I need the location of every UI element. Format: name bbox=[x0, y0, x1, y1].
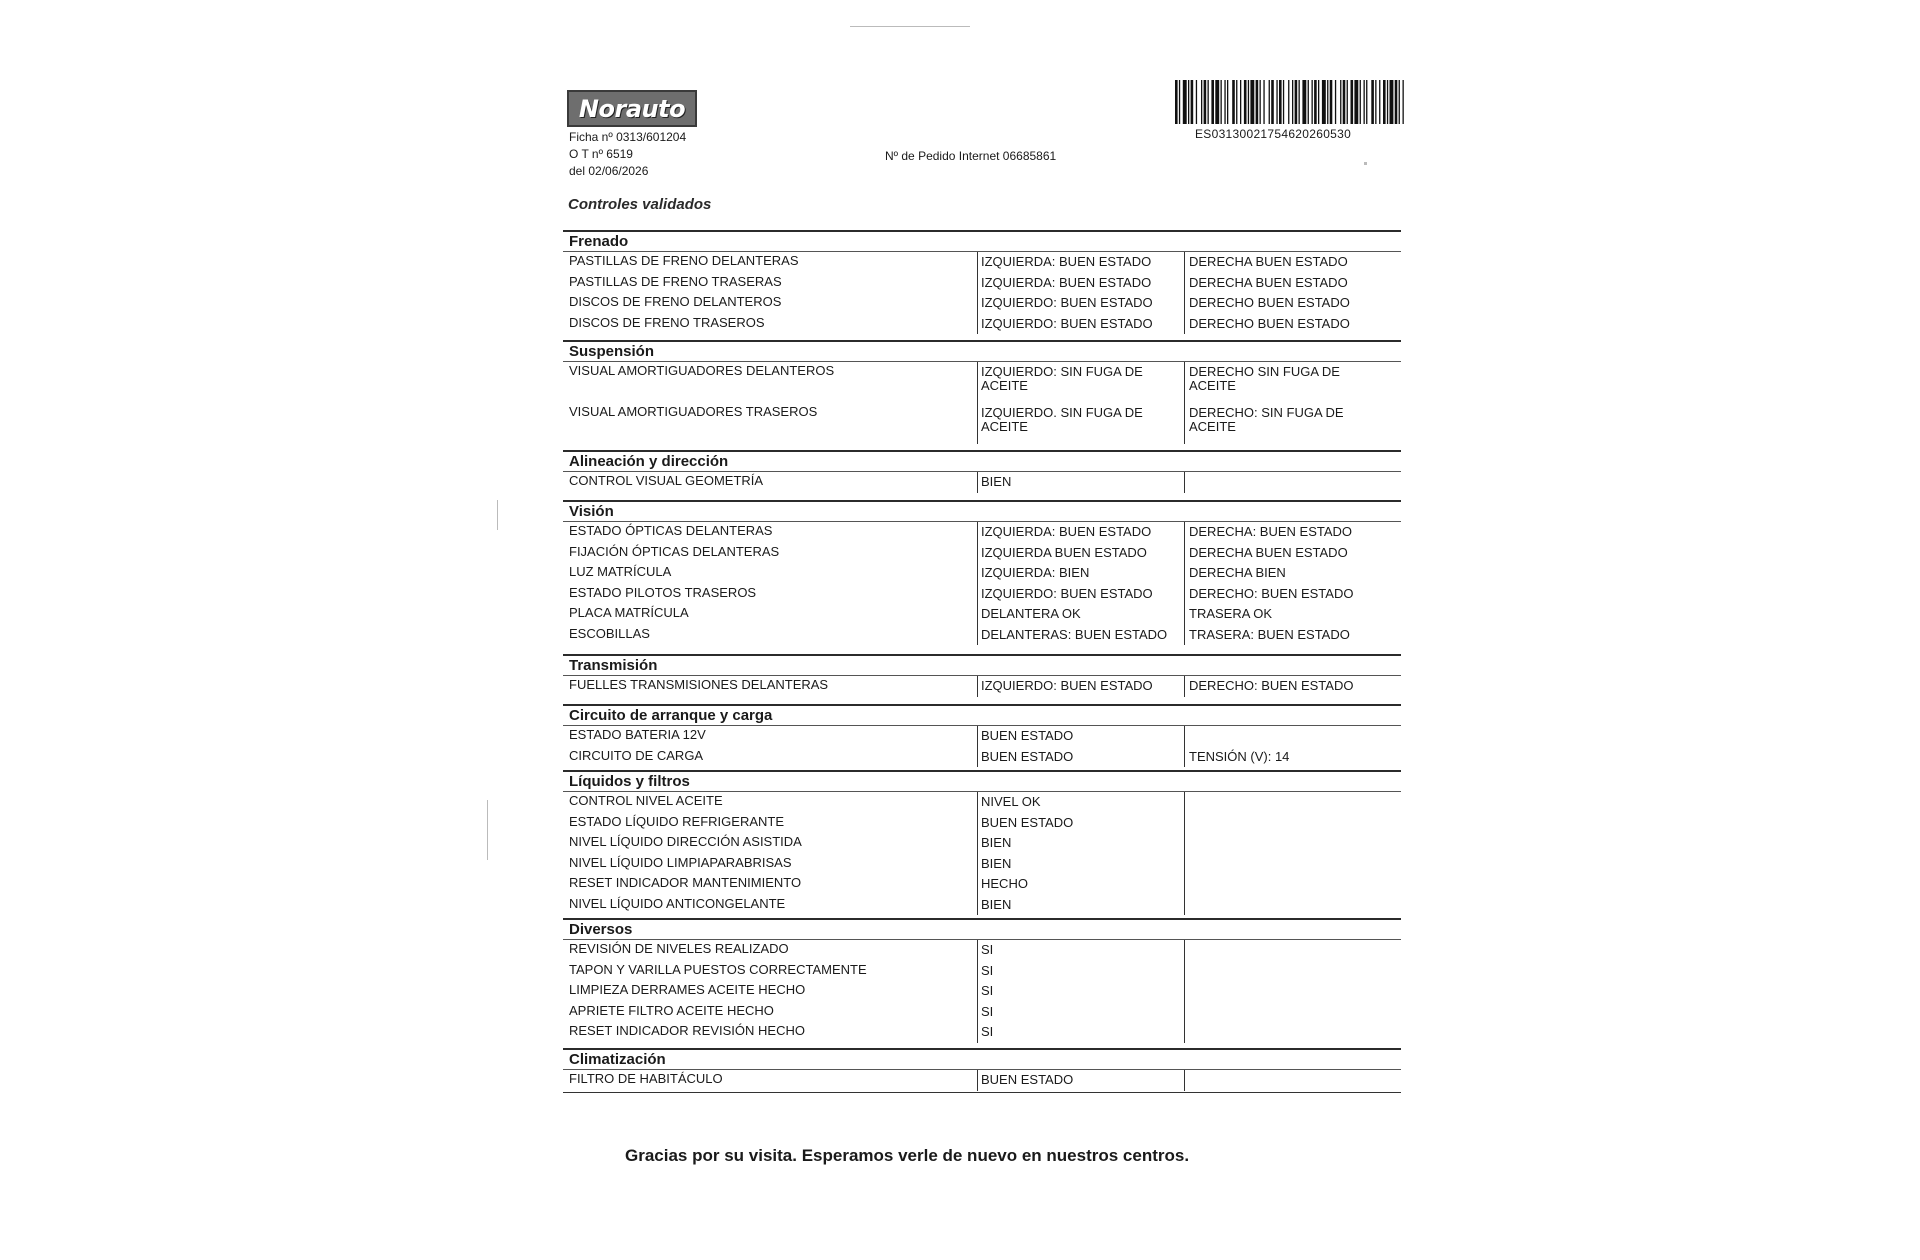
section-0 bbox=[563, 230, 1401, 334]
control-item: LUZ MATRÍCULA bbox=[569, 564, 672, 579]
result-left: IZQUIERDA BUEN ESTADO bbox=[981, 544, 1147, 560]
control-item: LIMPIEZA DERRAMES ACEITE HECHO bbox=[569, 982, 806, 997]
barcode-bar bbox=[1269, 80, 1270, 124]
table-row bbox=[563, 584, 1401, 605]
section-title: Climatización bbox=[563, 1048, 1401, 1069]
result-right: DERECHO: SIN FUGA DE ACEITE bbox=[1189, 405, 1344, 434]
section-title: Circuito de arranque y carga bbox=[563, 704, 1401, 725]
table-row bbox=[563, 981, 1401, 1002]
result-right: DERECHA BUEN ESTADO bbox=[1189, 254, 1348, 269]
barcode-bar bbox=[1395, 80, 1398, 124]
column-divider bbox=[977, 252, 978, 334]
barcode-bar bbox=[1327, 80, 1328, 124]
table-row bbox=[563, 604, 1401, 625]
barcode-bar bbox=[1236, 80, 1237, 124]
section-rows bbox=[563, 675, 1401, 697]
control-item: VISUAL AMORTIGUADORES TRASEROS bbox=[569, 404, 818, 419]
section-title: Visión bbox=[563, 500, 1401, 521]
barcode-bar bbox=[1299, 80, 1300, 124]
result-right: DERECHA BUEN ESTADO bbox=[1189, 544, 1348, 560]
barcode-bar bbox=[1224, 80, 1225, 124]
barcode-bar bbox=[1308, 80, 1309, 124]
barcode-bar bbox=[1175, 80, 1178, 124]
control-item: NIVEL LÍQUIDO LIMPIAPARABRISAS bbox=[569, 854, 792, 870]
result-left: IZQUIERDA: BUEN ESTADO bbox=[981, 274, 1152, 290]
control-item: PASTILLAS DE FRENO TRASERAS bbox=[569, 273, 782, 289]
control-item: PLACA MATRÍCULA bbox=[569, 605, 689, 620]
control-item: RESET INDICADOR REVISIÓN HECHO bbox=[569, 1023, 805, 1038]
barcode-bar bbox=[1383, 80, 1386, 124]
control-item: CONTROL VISUAL GEOMETRÍA bbox=[569, 473, 764, 488]
column-divider bbox=[1184, 940, 1185, 1043]
column-divider bbox=[977, 940, 978, 1043]
section-1 bbox=[563, 340, 1401, 444]
ficha-number: Ficha nº 0313/601204 bbox=[569, 130, 687, 144]
control-item: ESTADO LÍQUIDO REFRIGERANTE bbox=[569, 813, 785, 829]
table-row bbox=[563, 676, 1401, 697]
barcode-bar bbox=[1371, 80, 1374, 124]
control-item: NIVEL LÍQUIDO ANTICONGELANTE bbox=[569, 895, 786, 911]
scan-artifact bbox=[1364, 162, 1367, 165]
table-row bbox=[563, 252, 1401, 273]
column-divider bbox=[1184, 472, 1185, 493]
barcode-bar bbox=[1318, 80, 1319, 124]
control-item: ESTADO PILOTOS TRASEROS bbox=[569, 584, 757, 600]
result-left: SI bbox=[981, 962, 994, 978]
result-left: BIEN bbox=[981, 855, 1012, 871]
result-right: DERECHA BUEN ESTADO bbox=[1189, 274, 1348, 290]
control-item: FUELLES TRANSMISIONES DELANTERAS bbox=[569, 677, 829, 692]
table-row bbox=[563, 472, 1401, 493]
section-title: Transmisión bbox=[563, 654, 1401, 675]
scan-artifact bbox=[497, 500, 498, 530]
section-6 bbox=[563, 770, 1401, 915]
column-divider bbox=[977, 522, 978, 645]
column-divider bbox=[977, 1070, 978, 1091]
barcode-bar bbox=[1387, 80, 1388, 124]
result-right: TENSIÓN (V): 14 bbox=[1189, 748, 1290, 764]
result-right: DERECHO: BUEN ESTADO bbox=[1189, 585, 1354, 601]
barcode-bar bbox=[1364, 80, 1365, 124]
barcode-bar bbox=[1314, 80, 1317, 124]
column-divider bbox=[1184, 792, 1185, 915]
table-row bbox=[563, 1002, 1401, 1023]
section-title: Suspensión bbox=[563, 340, 1401, 361]
barcode-bar bbox=[1351, 80, 1354, 124]
table-row bbox=[563, 273, 1401, 294]
section-rows bbox=[563, 725, 1401, 767]
result-left: BUEN ESTADO bbox=[981, 748, 1074, 764]
table-row bbox=[563, 522, 1401, 543]
barcode-bar bbox=[1211, 80, 1214, 124]
barcode-bar bbox=[1260, 80, 1261, 124]
scan-artifact bbox=[850, 26, 970, 27]
table-row bbox=[563, 961, 1401, 982]
result-left: SI bbox=[981, 983, 994, 998]
section-rows bbox=[563, 1069, 1401, 1091]
barcode-bar bbox=[1276, 80, 1277, 124]
result-left: BIEN bbox=[981, 835, 1012, 850]
control-item: TAPON Y VARILLA PUESTOS CORRECTAMENTE bbox=[569, 961, 867, 977]
control-item: CIRCUITO DE CARGA bbox=[569, 747, 704, 763]
barcode-bar bbox=[1295, 80, 1298, 124]
barcode-bar bbox=[1335, 80, 1336, 124]
result-left: IZQUIERDA: BIEN bbox=[981, 565, 1090, 580]
section-title: Líquidos y filtros bbox=[563, 770, 1401, 791]
column-divider bbox=[1184, 676, 1185, 697]
barcode-bar bbox=[1347, 80, 1348, 124]
thank-you-message: Gracias por su visita. Esperamos verle de nuevo en nuestros centros. bbox=[625, 1146, 1190, 1165]
barcode-bar bbox=[1390, 80, 1394, 124]
result-left: SI bbox=[981, 1003, 994, 1019]
section-rows bbox=[563, 251, 1401, 334]
barcode-bar bbox=[1188, 80, 1189, 124]
section-8 bbox=[563, 1048, 1401, 1091]
result-left: SI bbox=[981, 1024, 994, 1039]
section-subtitle: Controles validados bbox=[568, 196, 712, 213]
table-row bbox=[563, 874, 1401, 895]
barcode-bar bbox=[1183, 80, 1187, 124]
control-item: ESTADO BATERIA 12V bbox=[569, 727, 706, 742]
barcode-bar bbox=[1379, 80, 1380, 124]
barcode-bar bbox=[1232, 80, 1235, 124]
result-left: BUEN ESTADO bbox=[981, 1072, 1074, 1087]
result-left: NIVEL OK bbox=[981, 794, 1041, 809]
control-item: PASTILLAS DE FRENO DELANTERAS bbox=[569, 253, 799, 268]
barcode-bar bbox=[1279, 80, 1282, 124]
barcode-bar bbox=[1343, 80, 1346, 124]
result-left: IZQUIERDA: BUEN ESTADO bbox=[981, 524, 1152, 539]
control-item: DISCOS DE FRENO TRASEROS bbox=[569, 314, 765, 330]
barcode-bar bbox=[1288, 80, 1289, 124]
result-left: IZQUIERDO: BUEN ESTADO bbox=[981, 315, 1153, 331]
result-left: DELANTERAS: BUEN ESTADO bbox=[981, 626, 1168, 642]
result-right: TRASERA OK bbox=[1189, 606, 1273, 621]
result-left: BUEN ESTADO bbox=[981, 728, 1074, 743]
control-item: FIJACIÓN ÓPTICAS DELANTERAS bbox=[569, 543, 780, 559]
result-left: BUEN ESTADO bbox=[981, 814, 1074, 830]
table-row bbox=[563, 314, 1401, 335]
ficha-details bbox=[569, 129, 686, 180]
table-row bbox=[563, 726, 1401, 747]
column-divider bbox=[1184, 726, 1185, 767]
barcode-bar bbox=[1354, 80, 1358, 124]
brand-name: Norauto bbox=[578, 94, 686, 123]
section-rows bbox=[563, 471, 1401, 493]
barcode-bar bbox=[1208, 80, 1209, 124]
section-5 bbox=[563, 704, 1401, 767]
result-left: IZQUIERDO: BUEN ESTADO bbox=[981, 585, 1153, 601]
result-left: SI bbox=[981, 942, 994, 957]
barcode-bar bbox=[1191, 80, 1194, 124]
column-divider bbox=[1184, 252, 1185, 334]
barcode-bar bbox=[1360, 80, 1361, 124]
result-left: IZQUIERDO: BUEN ESTADO bbox=[981, 295, 1153, 310]
barcode-bar bbox=[1250, 80, 1254, 124]
result-left: IZQUIERDO. SIN FUGA DE ACEITE bbox=[981, 405, 1143, 434]
barcode-image bbox=[1175, 80, 1405, 124]
section-rows bbox=[563, 939, 1401, 1043]
table-row bbox=[563, 293, 1401, 314]
table-row bbox=[563, 543, 1401, 564]
result-left: BIEN bbox=[981, 896, 1012, 912]
column-divider bbox=[1184, 362, 1185, 444]
control-item: FILTRO DE HABITÁCULO bbox=[569, 1071, 723, 1086]
table-row bbox=[563, 813, 1401, 834]
barcode-bar bbox=[1375, 80, 1376, 124]
control-item: ESCOBILLAS bbox=[569, 625, 650, 641]
result-left: BIEN bbox=[981, 474, 1012, 489]
section-rows bbox=[563, 791, 1401, 915]
section-title: Alineación y dirección bbox=[563, 450, 1401, 471]
control-item: REVISIÓN DE NIVELES REALIZADO bbox=[569, 941, 789, 956]
barcode-bar bbox=[1221, 80, 1222, 124]
section-4 bbox=[563, 654, 1401, 697]
table-row bbox=[563, 1022, 1401, 1043]
column-divider bbox=[977, 472, 978, 493]
result-right: DERECHO BUEN ESTADO bbox=[1189, 295, 1350, 310]
barcode-number: ES03130021754620260530 bbox=[1195, 127, 1352, 141]
control-item: RESET INDICADOR MANTENIMIENTO bbox=[569, 875, 802, 890]
barcode-bar bbox=[1366, 80, 1367, 124]
barcode-bar bbox=[1240, 80, 1241, 124]
column-divider bbox=[977, 726, 978, 767]
barcode-bar bbox=[1179, 80, 1180, 124]
column-divider bbox=[1184, 522, 1185, 645]
result-right: DERECHO BUEN ESTADO bbox=[1189, 315, 1350, 331]
barcode-bar bbox=[1244, 80, 1247, 124]
result-left: IZQUIERDO: BUEN ESTADO bbox=[981, 678, 1153, 693]
result-right: DERECHA BIEN bbox=[1189, 565, 1286, 580]
column-divider bbox=[1184, 1070, 1185, 1091]
column-divider bbox=[977, 676, 978, 697]
barcode-bar bbox=[1196, 80, 1197, 124]
result-left: DELANTERA OK bbox=[981, 606, 1081, 621]
table-bottom-rule bbox=[563, 1092, 1401, 1093]
table-row bbox=[563, 792, 1401, 813]
section-title: Frenado bbox=[563, 230, 1401, 251]
result-left: HECHO bbox=[981, 876, 1028, 891]
report-date: del 02/06/2026 bbox=[569, 164, 649, 178]
scan-artifact bbox=[487, 800, 488, 860]
table-row bbox=[563, 895, 1401, 916]
section-rows bbox=[563, 521, 1401, 645]
barcode-bar bbox=[1215, 80, 1219, 124]
service-report-sheet bbox=[555, 80, 1405, 1190]
result-right: DERECHO: BUEN ESTADO bbox=[1189, 678, 1354, 693]
table-row bbox=[563, 362, 1401, 403]
barcode-bar bbox=[1227, 80, 1228, 124]
section-title: Diversos bbox=[563, 918, 1401, 939]
section-rows bbox=[563, 361, 1401, 444]
barcode-bar bbox=[1302, 80, 1306, 124]
result-right: TRASERA: BUEN ESTADO bbox=[1189, 626, 1350, 642]
section-7 bbox=[563, 918, 1401, 1043]
barcode-bar bbox=[1271, 80, 1274, 124]
table-row bbox=[563, 1070, 1401, 1091]
control-item: ESTADO ÓPTICAS DELANTERAS bbox=[569, 523, 773, 538]
table-row bbox=[563, 403, 1401, 444]
result-right: DERECHO SIN FUGA DE ACEITE bbox=[1189, 364, 1340, 393]
column-divider bbox=[977, 792, 978, 915]
barcode-bar bbox=[1248, 80, 1249, 124]
norauto-logo bbox=[567, 90, 697, 127]
control-item: APRIETE FILTRO ACEITE HECHO bbox=[569, 1002, 774, 1018]
barcode-bar bbox=[1399, 80, 1400, 124]
table-row bbox=[563, 563, 1401, 584]
control-item: NIVEL LÍQUIDO DIRECCIÓN ASISTIDA bbox=[569, 834, 802, 849]
column-divider bbox=[977, 362, 978, 444]
table-row bbox=[563, 854, 1401, 875]
section-2 bbox=[563, 450, 1401, 493]
table-row bbox=[563, 940, 1401, 961]
barcode-bar bbox=[1256, 80, 1259, 124]
control-item: DISCOS DE FRENO DELANTEROS bbox=[569, 294, 782, 309]
barcode-bar bbox=[1204, 80, 1207, 124]
barcode-bar bbox=[1340, 80, 1341, 124]
barcode-bar bbox=[1263, 80, 1264, 124]
section-3 bbox=[563, 500, 1401, 645]
barcode-bar bbox=[1403, 80, 1404, 124]
result-left: IZQUIERDA: BUEN ESTADO bbox=[981, 254, 1152, 269]
internet-order-number: Nº de Pedido Internet 06685861 bbox=[885, 149, 1057, 163]
table-row bbox=[563, 747, 1401, 768]
barcode-bar bbox=[1312, 80, 1313, 124]
table-row bbox=[563, 833, 1401, 854]
barcode-bar bbox=[1322, 80, 1326, 124]
control-item: VISUAL AMORTIGUADORES DELANTEROS bbox=[569, 363, 835, 378]
result-left: IZQUIERDO: SIN FUGA DE ACEITE bbox=[981, 364, 1143, 393]
barcode-bar bbox=[1283, 80, 1284, 124]
result-right: DERECHA: BUEN ESTADO bbox=[1189, 524, 1353, 539]
control-item: CONTROL NIVEL ACEITE bbox=[569, 793, 723, 808]
table-row bbox=[563, 625, 1401, 646]
barcode-bar bbox=[1201, 80, 1202, 124]
barcode-bar bbox=[1330, 80, 1333, 124]
barcode-bar bbox=[1292, 80, 1293, 124]
ot-number: O T nº 6519 bbox=[569, 147, 633, 161]
